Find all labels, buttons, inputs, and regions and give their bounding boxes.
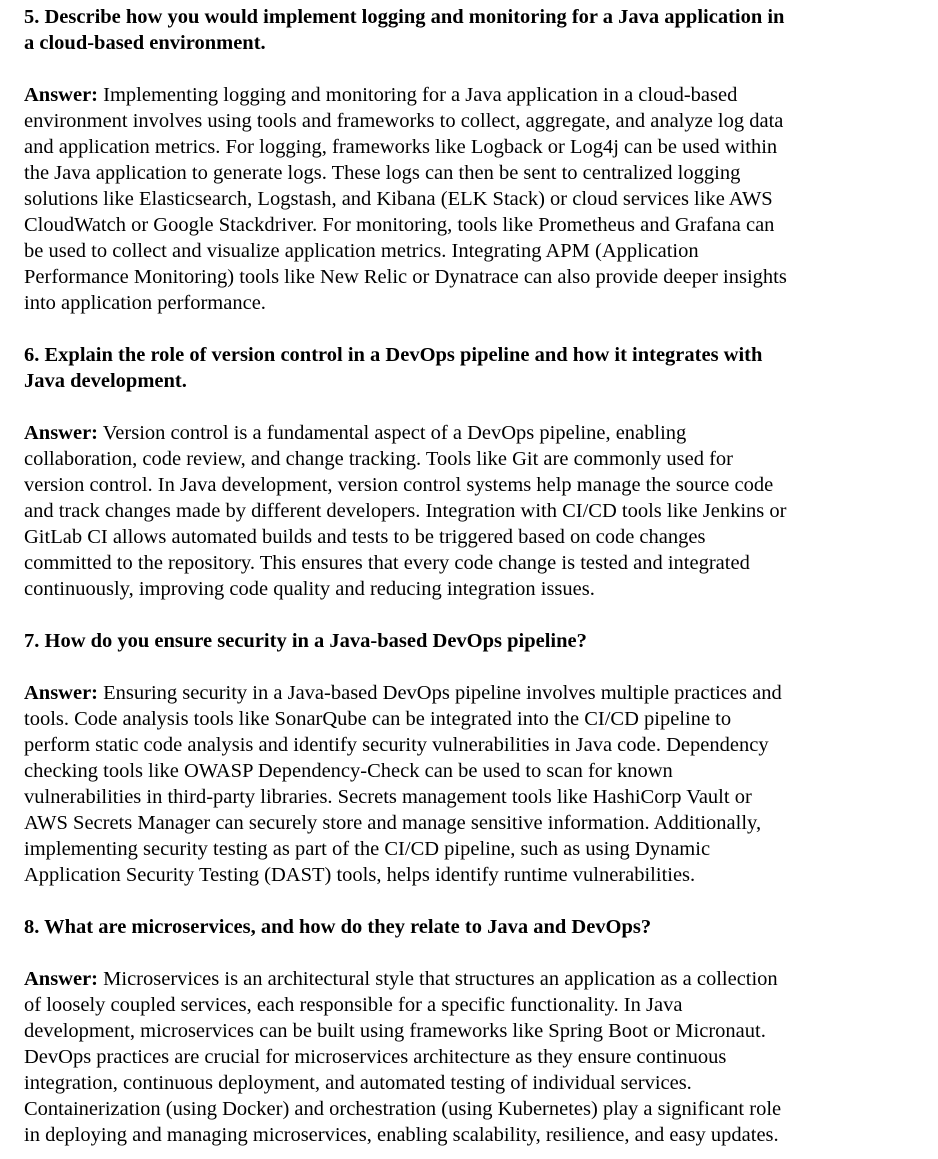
- answer-line: and track changes made by different developers. Integration with CI/CD tools like Jenkins or: [24, 500, 787, 522]
- answer-line: perform static code analysis and identify security vulnerabilities in Java code. Dependency: [24, 734, 769, 756]
- question-line: 5. Describe how you would implement logging and monitoring for a Java application in: [24, 6, 785, 28]
- answer-line: [24, 680, 924, 706]
- answer-label: Answer:: [24, 682, 99, 704]
- answer-line: of loosely coupled services, each responsible for a specific functionality. In Java: [24, 994, 683, 1016]
- answer-line: be used to collect and visualize application metrics. Integrating APM (Application: [24, 240, 699, 262]
- answer-line: Application Security Testing (DAST) tools, helps identify runtime vulnerabilities.: [24, 864, 696, 886]
- question-line: 8. What are microservices, and how do they relate to Java and DevOps?: [24, 916, 652, 938]
- answer-paragraph: [24, 82, 924, 316]
- answer-line: [24, 420, 924, 446]
- answer-line: into application performance.: [24, 292, 266, 314]
- answer-line: collaboration, code review, and change tracking. Tools like Git are commonly used for: [24, 448, 734, 470]
- answer-line: AWS Secrets Manager can securely store and manage sensitive information. Additionally,: [24, 812, 762, 834]
- question-heading: [24, 628, 924, 654]
- answer-paragraph: [24, 420, 924, 602]
- answer-line: environment involves using tools and frameworks to collect, aggregate, and analyze log data: [24, 110, 784, 132]
- question-heading: [24, 342, 924, 394]
- qa-item-5: [24, 4, 924, 316]
- answer-text: Microservices is an architectural style that structures an application as a collection: [98, 968, 778, 990]
- answer-line: integration, continuous deployment, and automated testing of individual services.: [24, 1072, 692, 1094]
- answer-line: version control. In Java development, version control systems help manage the source code: [24, 474, 774, 496]
- answer-line: implementing security testing as part of the CI/CD pipeline, such as using Dynamic: [24, 838, 711, 860]
- answer-line: [24, 82, 924, 108]
- answer-line: and application metrics. For logging, frameworks like Logback or Log4j can be used within: [24, 136, 778, 158]
- question-heading: [24, 914, 924, 940]
- answer-line: checking tools like OWASP Dependency-Check can be used to scan for known: [24, 760, 673, 782]
- answer-paragraph: [24, 966, 924, 1148]
- question-line: 7. How do you ensure security in a Java-based DevOps pipeline?: [24, 630, 587, 652]
- answer-line: development, microservices can be built using frameworks like Spring Boot or Micronaut.: [24, 1020, 766, 1042]
- answer-line: the Java application to generate logs. These logs can then be sent to centralized logging: [24, 162, 741, 184]
- answer-line: tools. Code analysis tools like SonarQube can be integrated into the CI/CD pipeline to: [24, 708, 732, 730]
- question-line: 6. Explain the role of version control in a DevOps pipeline and how it integrates with: [24, 344, 763, 366]
- answer-line: Performance Monitoring) tools like New Relic or Dynatrace can also provide deeper insights: [24, 266, 787, 288]
- answer-line: [24, 966, 924, 992]
- answer-text: Ensuring security in a Java-based DevOps pipeline involves multiple practices and: [98, 682, 782, 704]
- answer-label: Answer:: [24, 84, 99, 106]
- answer-line: GitLab CI allows automated builds and tests to be triggered based on code changes: [24, 526, 706, 548]
- question-line: Java development.: [24, 370, 187, 392]
- answer-line: in deploying and managing microservices, enabling scalability, resilience, and easy updates.: [24, 1124, 779, 1146]
- answer-paragraph: [24, 680, 924, 888]
- answer-line: vulnerabilities in third-party libraries. Secrets management tools like HashiCorp Vault or: [24, 786, 752, 808]
- answer-text: Version control is a fundamental aspect of a DevOps pipeline, enabling: [98, 422, 687, 444]
- qa-item-6: [24, 342, 924, 602]
- answer-line: DevOps practices are crucial for microservices architecture as they ensure continuous: [24, 1046, 727, 1068]
- qa-item-8: [24, 914, 924, 1148]
- answer-line: CloudWatch or Google Stackdriver. For monitoring, tools like Prometheus and Grafana can: [24, 214, 775, 236]
- qa-item-7: [24, 628, 924, 888]
- answer-label: Answer:: [24, 422, 99, 444]
- question-heading: [24, 4, 924, 56]
- answer-text: Implementing logging and monitoring for a Java application in a cloud-based: [98, 84, 738, 106]
- answer-label: Answer:: [24, 968, 99, 990]
- answer-line: continuously, improving code quality and reducing integration issues.: [24, 578, 595, 600]
- answer-line: Containerization (using Docker) and orchestration (using Kubernetes) play a significant role: [24, 1098, 782, 1120]
- answer-line: solutions like Elasticsearch, Logstash, and Kibana (ELK Stack) or cloud services like AWS: [24, 188, 773, 210]
- answer-line: committed to the repository. This ensures that every code change is tested and integrated: [24, 552, 750, 574]
- question-line: a cloud-based environment.: [24, 32, 266, 54]
